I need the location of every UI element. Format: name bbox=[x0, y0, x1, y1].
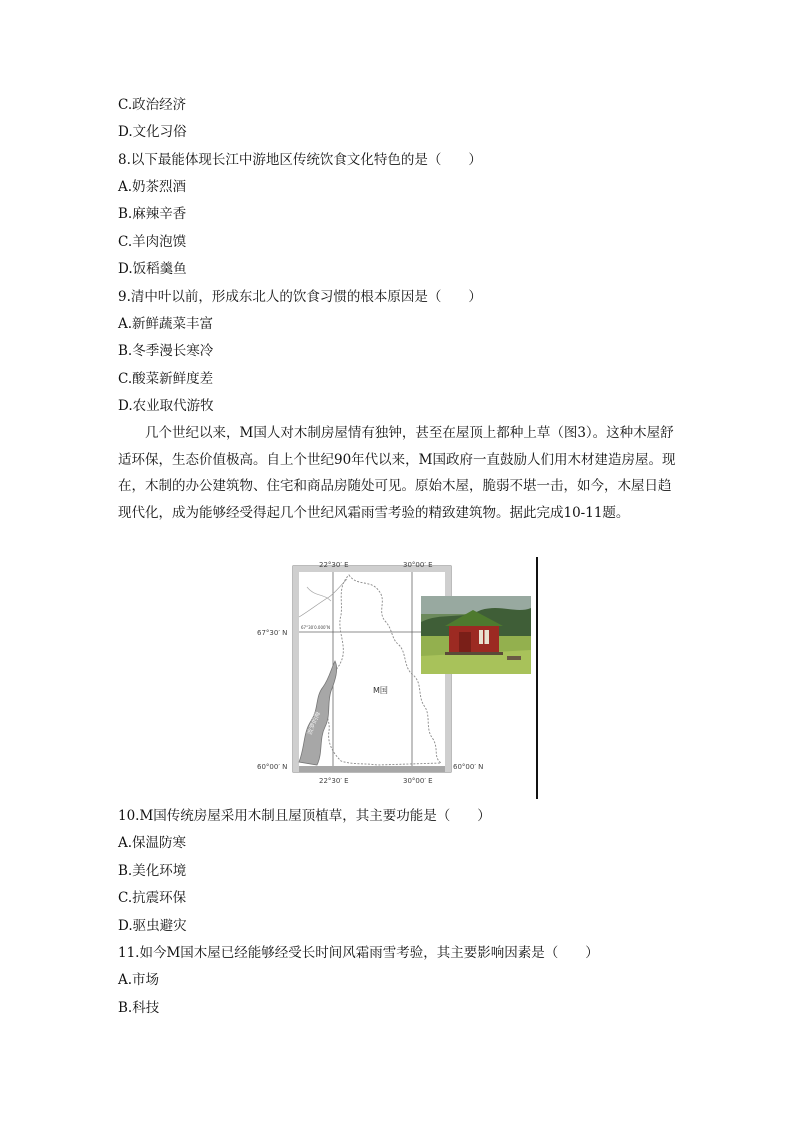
q8-option-d: D.饭稻羹鱼 bbox=[118, 261, 187, 277]
question-8: 8.以下最能体现长江中游地区传统饮食文化特色的是（ ） bbox=[118, 152, 482, 168]
q10-option-b: B.美化环境 bbox=[118, 863, 187, 879]
lat-label-bottom-left: 60°00′ N bbox=[257, 763, 288, 771]
q9-option-d: D.农业取代游牧 bbox=[118, 398, 214, 414]
lon-label-left-top: 22°30′ E bbox=[319, 561, 349, 569]
passage bbox=[118, 420, 678, 526]
lat-label-bottom-right: 60°00′ N bbox=[453, 763, 484, 771]
option-d-culture-customs: D.文化习俗 bbox=[118, 124, 187, 140]
q9-option-b: B.冬季漫长寒冷 bbox=[118, 343, 214, 359]
lon-label-right-top: 30°00′ E bbox=[403, 561, 433, 569]
q11-option-a: A.市场 bbox=[118, 972, 160, 988]
q8-option-b: B.麻辣辛香 bbox=[118, 206, 187, 222]
lat-label-top: 67°30′ N bbox=[257, 629, 288, 637]
question-10: 10.M国传统房屋采用木制且屋顶植草，其主要功能是（ ） bbox=[118, 808, 491, 824]
q8-option-a: A.奶茶烈酒 bbox=[118, 179, 187, 195]
q11-option-b: B.科技 bbox=[118, 1000, 160, 1016]
lon-label-left-bottom: 22°30′ E bbox=[319, 777, 349, 785]
figure-border-line bbox=[536, 557, 538, 799]
question-9: 9.清中叶以前，形成东北人的饮食习惯的根本原因是（ ） bbox=[118, 289, 482, 305]
q10-option-d: D.驱虫避灾 bbox=[118, 918, 187, 934]
tiny-coord-label: 67°30′0.000″N bbox=[301, 625, 331, 630]
gulf-label: 波罗的海 bbox=[306, 710, 322, 736]
cabin-illustration bbox=[421, 596, 531, 674]
q9-option-a: A.新鲜蔬菜丰富 bbox=[118, 316, 214, 332]
lon-label-right-bottom: 30°00′ E bbox=[403, 777, 433, 785]
map-figure bbox=[257, 557, 542, 801]
country-label: M国 bbox=[373, 686, 388, 695]
q10-option-c: C.抗震环保 bbox=[118, 890, 187, 906]
passage-text: 几个世纪以来，M国人对木制房屋情有独钟，甚至在屋顶上都种上草（图3）。这种木屋舒适环保，生态价值极高。自上个世纪90年代以来，M国政府一直鼓励人们用木材建造房屋。现在，木制的办公建筑物、住宅和商品房随处可见。原始木屋，脆弱不堪一击，如今，木屋日趋现代化，成为能够经受得起几个世纪风霜雨雪考验的精致建筑物。据此完成10-11题。 bbox=[118, 425, 676, 521]
option-c-politics-economy: C.政治经济 bbox=[118, 97, 187, 113]
q9-option-c: C.酸菜新鲜度差 bbox=[118, 371, 214, 387]
q8-option-c: C.羊肉泡馍 bbox=[118, 234, 187, 250]
q10-option-a: A.保温防寒 bbox=[118, 835, 187, 851]
finland-map bbox=[257, 557, 542, 801]
cabin-photo bbox=[421, 596, 531, 674]
question-11: 11.如今M国木屋已经能够经受长时间风霜雨雪考验，其主要影响因素是（ ） bbox=[118, 945, 599, 961]
